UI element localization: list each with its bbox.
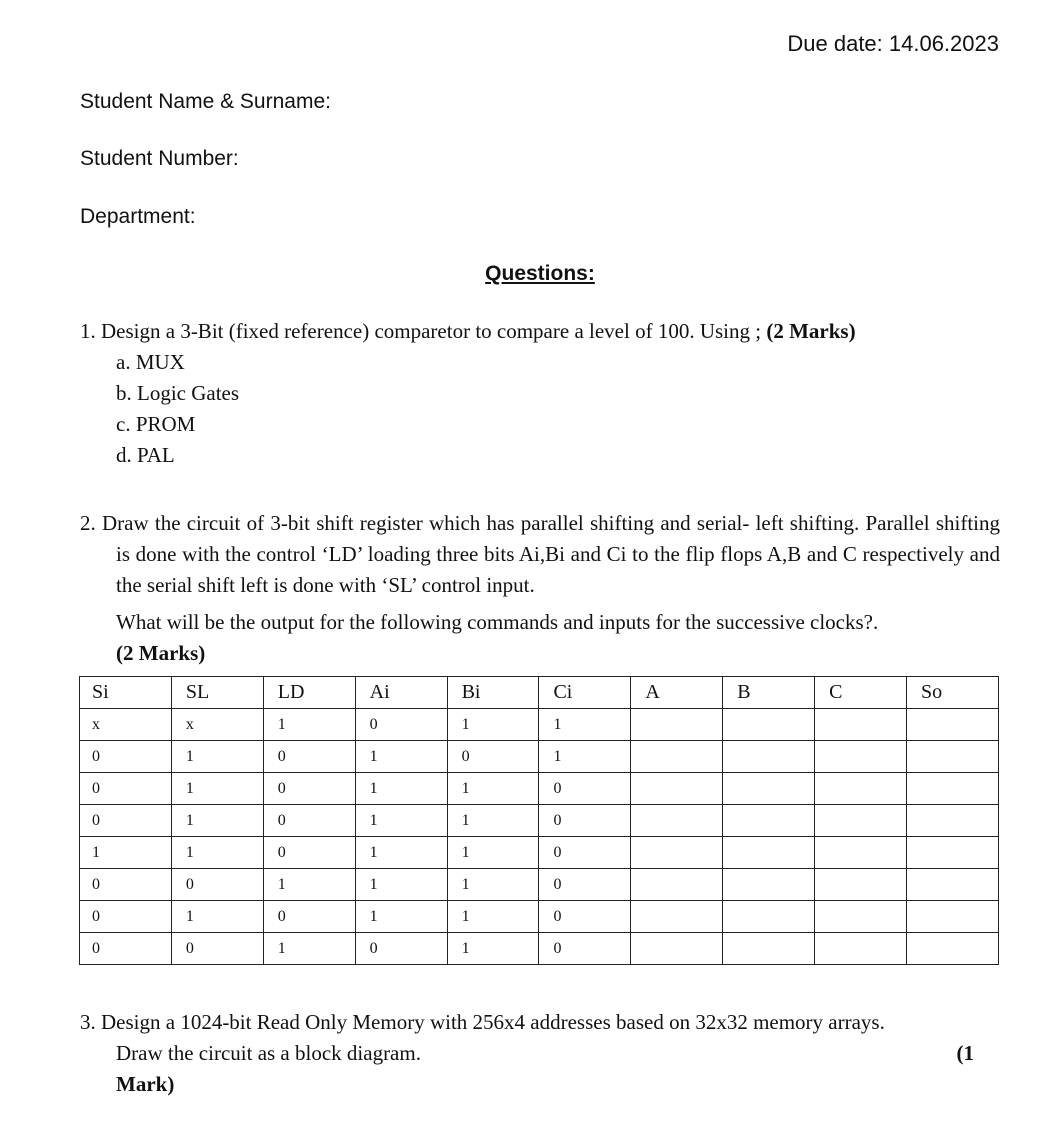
table-cell-c <box>815 741 907 773</box>
table-cell-ld: 0 <box>263 805 355 837</box>
due-date: Due date: 14.06.2023 <box>787 31 999 56</box>
table-cell-b <box>723 933 815 965</box>
table-cell-ai: 0 <box>355 709 447 741</box>
table-cell-sl: 1 <box>171 773 263 805</box>
question-3-marks-part1: (1 <box>956 1041 974 1065</box>
table-cell-so <box>907 901 999 933</box>
table-header-row <box>80 677 999 709</box>
table-cell-ai: 1 <box>355 837 447 869</box>
table-row <box>80 805 999 837</box>
table-cell-ai: 1 <box>355 773 447 805</box>
table-cell-so <box>907 741 999 773</box>
table-row <box>80 933 999 965</box>
table-cell-ai: 0 <box>355 933 447 965</box>
table-cell-c <box>815 869 907 901</box>
table-cell-bi: 1 <box>447 901 539 933</box>
table-cell-bi: 1 <box>447 773 539 805</box>
table-cell-a <box>631 741 723 773</box>
table-cell-b <box>723 773 815 805</box>
table-cell-a <box>631 773 723 805</box>
department-label: Department: <box>80 205 196 228</box>
table-cell-si: 0 <box>80 773 172 805</box>
table-cell-so <box>907 869 999 901</box>
table-cell-so <box>907 933 999 965</box>
table-cell-bi: 0 <box>447 741 539 773</box>
table-cell-sl: 0 <box>171 933 263 965</box>
table-cell-ai: 1 <box>355 901 447 933</box>
table-cell-a <box>631 805 723 837</box>
table-cell-sl: 1 <box>171 901 263 933</box>
table-cell-ai: 1 <box>355 869 447 901</box>
option-d: d. PAL <box>116 443 175 467</box>
table-cell-si: 0 <box>80 741 172 773</box>
student-name-label: Student Name & Surname: <box>80 90 331 113</box>
question-3-marks-part2: Mark) <box>116 1072 175 1096</box>
table-cell-b <box>723 741 815 773</box>
question-1-body: 1. Design a 3-Bit (fixed reference) comparetor to compare a level of 100. Using ; <box>80 319 767 343</box>
option-a: a. MUX <box>116 350 185 374</box>
column-header-sl: SL <box>171 677 263 709</box>
table-cell-c <box>815 901 907 933</box>
column-header-ci: Ci <box>539 677 631 709</box>
question-2 <box>80 508 1000 669</box>
table-cell-so <box>907 805 999 837</box>
table-cell-ci: 0 <box>539 901 631 933</box>
column-header-so: So <box>907 677 999 709</box>
table-cell-c <box>815 933 907 965</box>
option-c: c. PROM <box>116 412 196 436</box>
question-1-options <box>80 347 1000 471</box>
question-3 <box>80 1007 1000 1100</box>
table-cell-c <box>815 709 907 741</box>
table-cell-ld: 1 <box>263 933 355 965</box>
table-cell-a <box>631 709 723 741</box>
question-1-marks: (2 Marks) <box>766 319 856 343</box>
table-cell-si: 1 <box>80 837 172 869</box>
table-cell-bi: 1 <box>447 837 539 869</box>
table-cell-ci: 1 <box>539 709 631 741</box>
table-cell-c <box>815 773 907 805</box>
column-header-b: B <box>723 677 815 709</box>
column-header-bi: Bi <box>447 677 539 709</box>
column-header-si: Si <box>80 677 172 709</box>
table-cell-ci: 0 <box>539 869 631 901</box>
question-2-body: 2. Draw the circuit of 3-bit shift register which has parallel shifting and serial- left shifting. Parallel shifting is done with the control ‘LD’ loading three bits Ai,Bi and Ci to the flip flops A,B and C respectively and the serial shift left is done with ‘SL’ control input. <box>80 511 1000 597</box>
questions-heading: Questions: <box>485 262 595 285</box>
table-cell-si: 0 <box>80 933 172 965</box>
question-2-marks: (2 Marks) <box>116 641 206 665</box>
shift-register-table <box>79 676 999 965</box>
table-row <box>80 837 999 869</box>
student-number-label: Student Number: <box>80 147 239 170</box>
table-cell-ci: 0 <box>539 837 631 869</box>
table-cell-ai: 1 <box>355 805 447 837</box>
table-cell-ld: 0 <box>263 741 355 773</box>
table-cell-bi: 1 <box>447 869 539 901</box>
table-cell-a <box>631 901 723 933</box>
table-cell-sl: 1 <box>171 837 263 869</box>
table-cell-so <box>907 709 999 741</box>
column-header-ai: Ai <box>355 677 447 709</box>
table-row <box>80 901 999 933</box>
table-body <box>80 709 999 965</box>
table-cell-so <box>907 837 999 869</box>
column-header-a: A <box>631 677 723 709</box>
question-3-line1: 3. Design a 1024-bit Read Only Memory with 256x4 addresses based on 32x32 memory arrays. <box>80 1010 885 1034</box>
table-cell-b <box>723 709 815 741</box>
table-cell-c <box>815 837 907 869</box>
table-cell-sl: 0 <box>171 869 263 901</box>
table-cell-b <box>723 805 815 837</box>
table-cell-b <box>723 837 815 869</box>
table-row <box>80 773 999 805</box>
table-cell-si: 0 <box>80 901 172 933</box>
table-cell-ci: 0 <box>539 805 631 837</box>
table-cell-sl: 1 <box>171 805 263 837</box>
question-1 <box>80 316 1000 471</box>
table-cell-ci: 0 <box>539 773 631 805</box>
table-cell-a <box>631 837 723 869</box>
table-cell-ci: 0 <box>539 933 631 965</box>
question-3-line2: Draw the circuit as a block diagram. <box>116 1041 421 1065</box>
table-cell-ld: 0 <box>263 837 355 869</box>
table-cell-a <box>631 869 723 901</box>
table-cell-sl: x <box>171 709 263 741</box>
table-cell-ld: 1 <box>263 709 355 741</box>
table-row <box>80 741 999 773</box>
table-cell-ld: 1 <box>263 869 355 901</box>
column-header-ld: LD <box>263 677 355 709</box>
table-row <box>80 869 999 901</box>
column-header-c: C <box>815 677 907 709</box>
table-cell-ld: 0 <box>263 901 355 933</box>
question-2-prompt: What will be the output for the following commands and inputs for the successive clocks?. <box>116 610 879 634</box>
question-1-text <box>80 316 1000 347</box>
table-cell-c <box>815 805 907 837</box>
table-cell-si: 0 <box>80 805 172 837</box>
table-cell-bi: 1 <box>447 805 539 837</box>
table-cell-si: x <box>80 709 172 741</box>
table-cell-bi: 1 <box>447 709 539 741</box>
table-cell-si: 0 <box>80 869 172 901</box>
table-cell-b <box>723 869 815 901</box>
table-cell-ai: 1 <box>355 741 447 773</box>
table-cell-ld: 0 <box>263 773 355 805</box>
table-cell-so <box>907 773 999 805</box>
option-b: b. Logic Gates <box>116 381 240 405</box>
table-cell-sl: 1 <box>171 741 263 773</box>
table-cell-b <box>723 901 815 933</box>
table-cell-a <box>631 933 723 965</box>
table-row <box>80 709 999 741</box>
table-cell-ci: 1 <box>539 741 631 773</box>
table-cell-bi: 1 <box>447 933 539 965</box>
